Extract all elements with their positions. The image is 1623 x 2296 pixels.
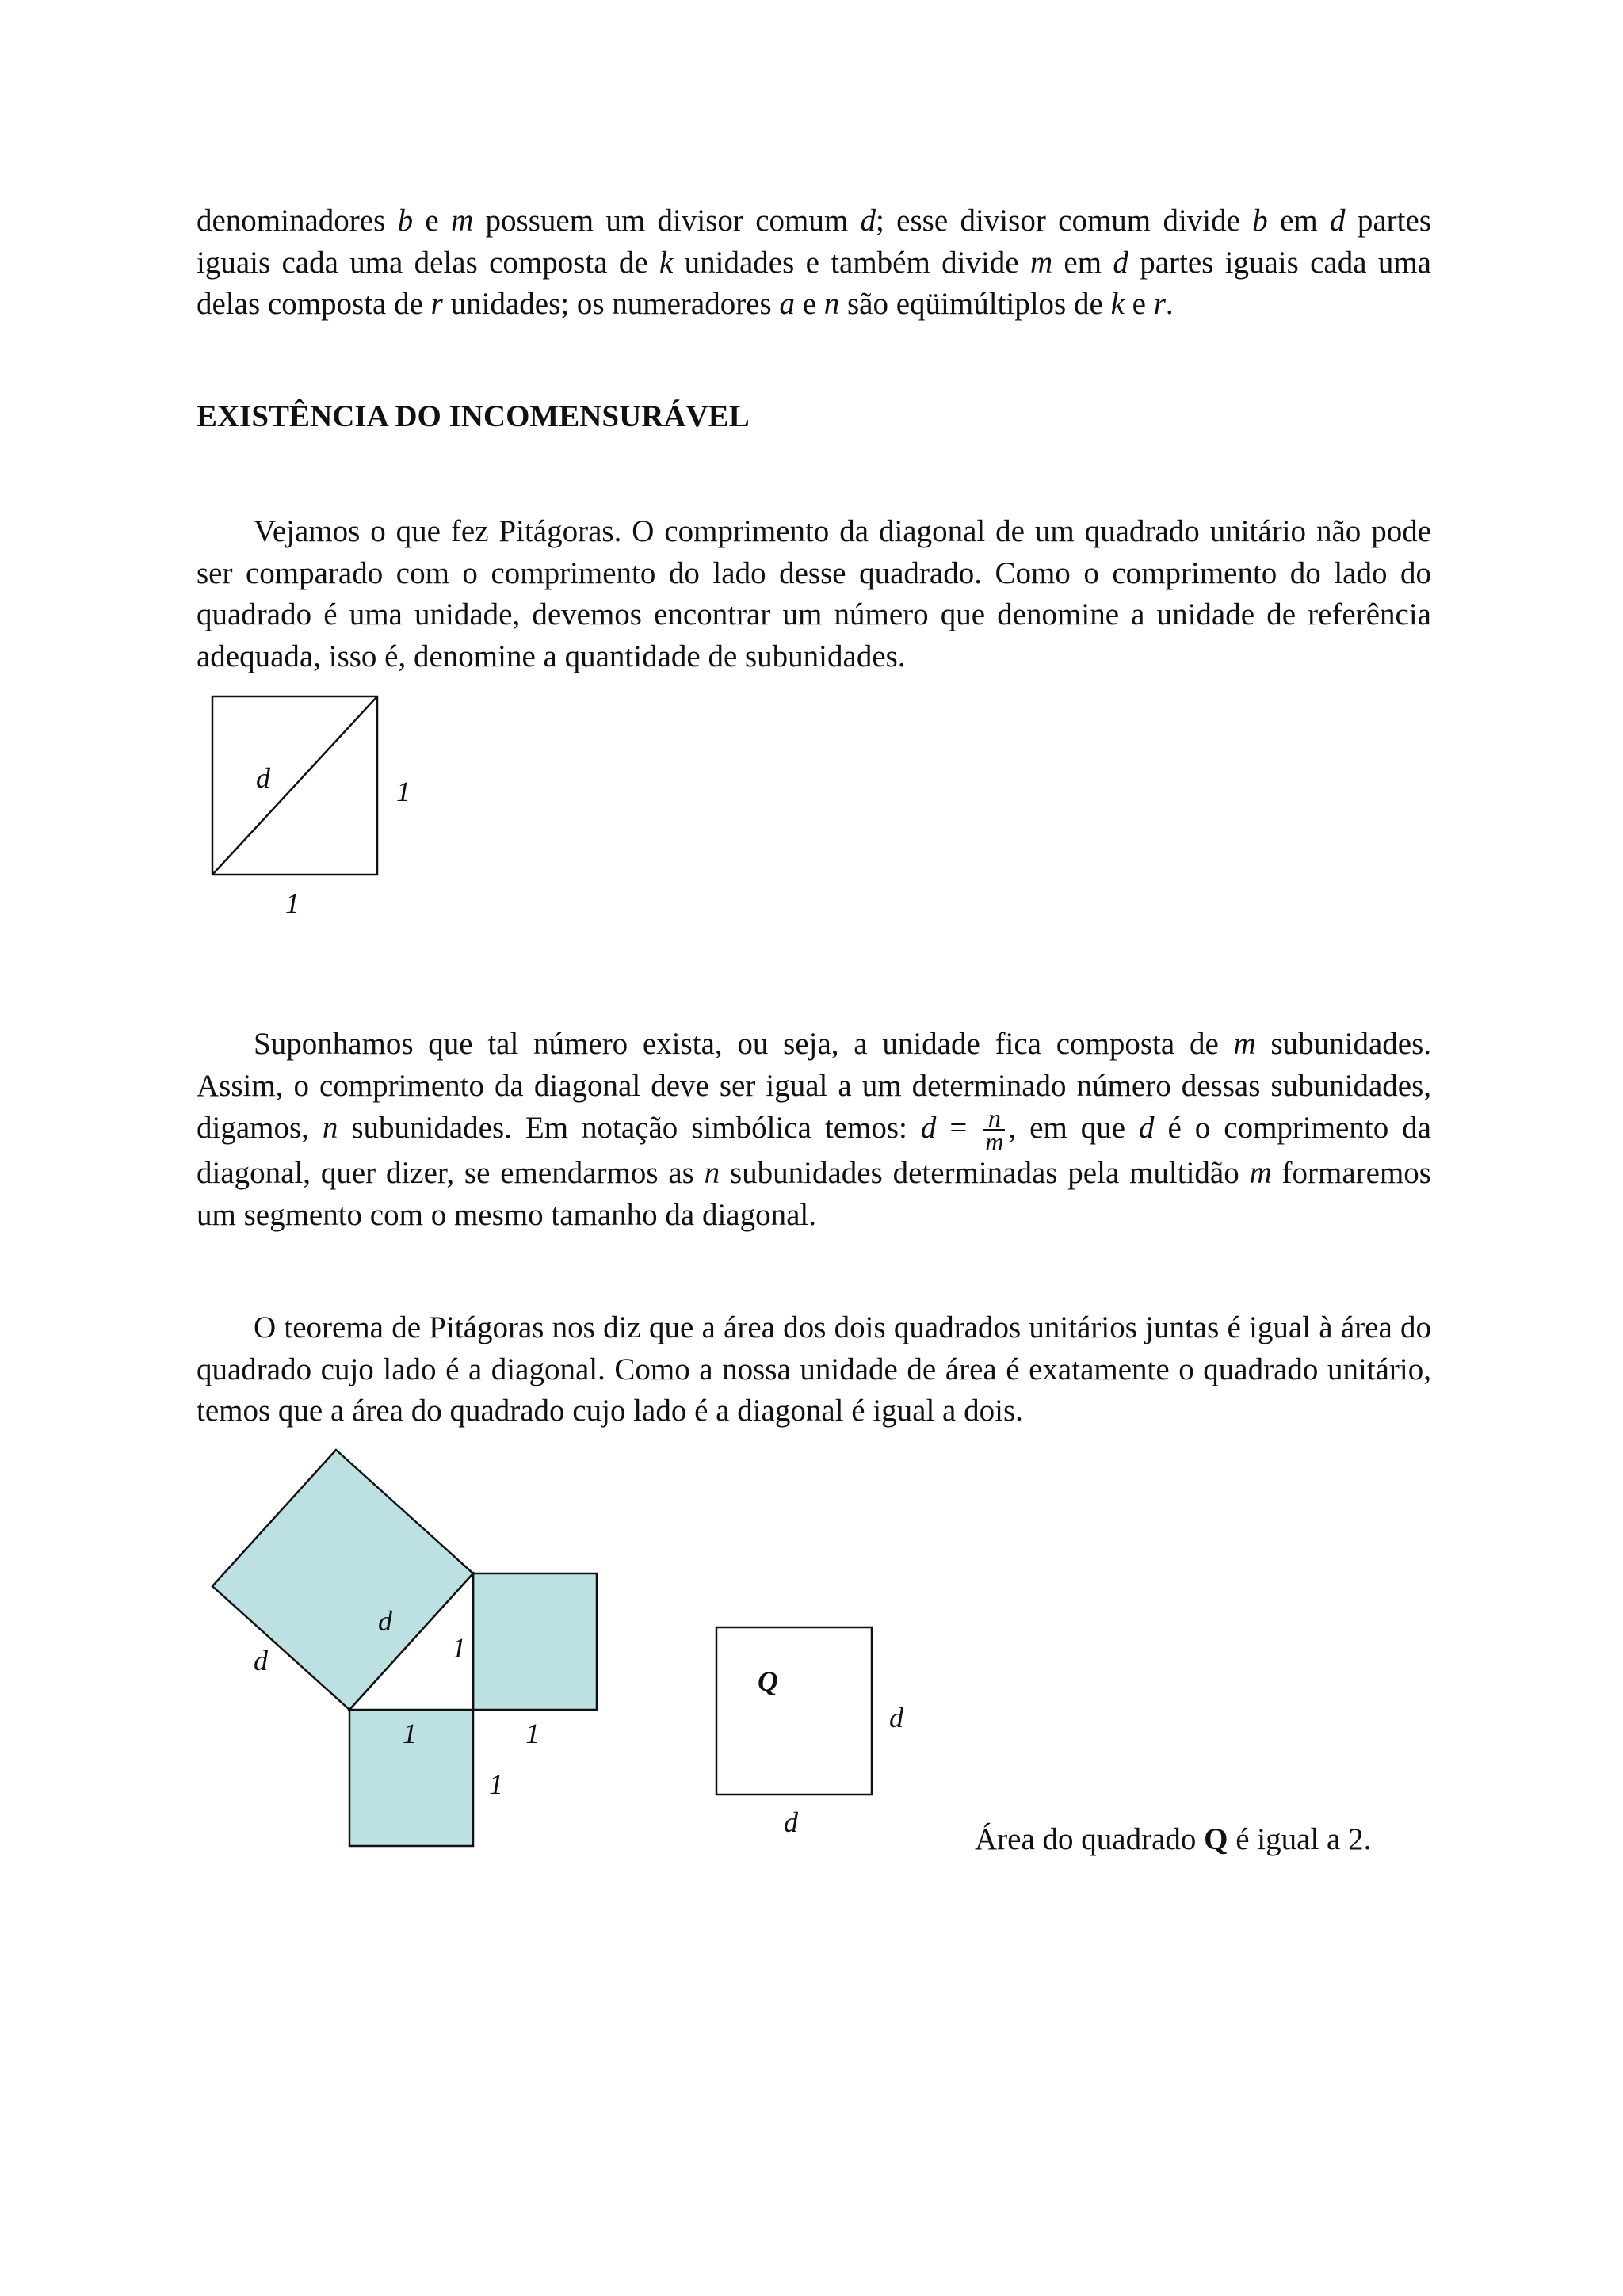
square-q-right-label: d xyxy=(889,1702,903,1733)
unit-square-diagonal xyxy=(212,696,377,875)
triangle-side-label: 1 xyxy=(452,1632,466,1664)
square-q-name: Q xyxy=(758,1665,778,1697)
caption-suffix: é igual a 2. xyxy=(1228,1822,1372,1856)
figure-caption xyxy=(975,1819,1371,1860)
math-variable: d xyxy=(1113,245,1128,280)
math-variable: k xyxy=(659,245,674,280)
big-square-inner-label: d xyxy=(378,1605,392,1637)
math-variable: m xyxy=(1029,245,1053,280)
math-variable: d xyxy=(860,204,876,238)
section-heading: EXISTÊNCIA DO INCOMENSURÁVEL xyxy=(197,399,750,433)
math-variable: d xyxy=(1330,204,1346,238)
big-square-outer-label: d xyxy=(254,1645,268,1676)
paragraph-pitagoras-intro: Vejamos o que fez Pitágoras. O comprimento da diagonal de um quadrado unitário não pode ser comparado com o comprimento do lado desse quadrado. Como o comprimento do lado do quadrado é uma unidade, devemos encontrar um número que denomine a unidade de referência adequada, isso é, denomine a quantidade de subunidades. xyxy=(197,514,1431,673)
unit-square-figure xyxy=(212,696,411,919)
math-variable: r xyxy=(430,287,443,321)
fraction-denominator: m xyxy=(985,1127,1004,1156)
caption-bold: Q xyxy=(1204,1822,1228,1856)
bottom-square-top-label: 1 xyxy=(403,1718,417,1749)
math-variable: d xyxy=(920,1111,937,1145)
math-variable: n xyxy=(322,1111,338,1145)
math-variable: n xyxy=(823,287,840,321)
paragraph-teorema: O teorema de Pitágoras nos diz que a área dos dois quadrados unitários juntas é igual à área do quadrado cujo lado é a diagonal. Como a nossa unidade de área é exatamente o quadrado unitário, temos que a área do quadrado cujo lado é a diagonal é igual a dois. xyxy=(197,1310,1431,1428)
caption-prefix: Área do quadrado xyxy=(975,1822,1205,1856)
diagonal-label: d xyxy=(256,762,270,794)
paragraph-suponhamos: Suponhamos que tal número exista, ou seja, a unidade fica composta de m subunidades. Assim, o comprimento da diagonal deve ser igual a um determinado número dessas subunidades, digamos, n subunidades. Em notação simbólica temos: d = $\frac{n}{m}$ , em que d é o comprimento da diagonal, quer dizer, se emendarmos as n subunidades determinadas pela multidão m formaremos um segmento com o mesmo tamanho da diagonal. xyxy=(197,1027,1431,1232)
right-unit-square xyxy=(473,1573,597,1710)
math-variable: k xyxy=(1110,287,1125,321)
math-variable: d xyxy=(1139,1111,1155,1145)
math-variable: n xyxy=(704,1156,720,1190)
math-variable: r xyxy=(1153,287,1166,321)
fraction-numerator: n xyxy=(983,1107,1005,1131)
math-variable: m xyxy=(451,204,474,238)
math-variable: b xyxy=(1252,204,1268,238)
math-variable: m xyxy=(1249,1156,1272,1190)
right-square-bottom-label: 1 xyxy=(525,1718,540,1749)
math-variable: m xyxy=(1233,1027,1256,1061)
bottom-square-right-label: 1 xyxy=(489,1768,503,1800)
square-q-figure xyxy=(716,1627,904,1838)
square-q-bottom-label: d xyxy=(784,1806,798,1838)
side-right-label: 1 xyxy=(396,776,411,807)
fraction-n-over-m xyxy=(983,1104,1005,1156)
side-bottom-label: 1 xyxy=(285,887,300,919)
pythagoras-figure xyxy=(212,1450,597,1846)
math-variable: a xyxy=(779,287,795,321)
square-q xyxy=(716,1627,872,1794)
math-variable: b xyxy=(397,204,414,238)
paragraph-divisor-comum: denominadores b e m possuem um divisor comum d; esse divisor comum divide b em d partes iguais cada uma delas composta de k unidades e também divide m em d partes iguais cada uma delas composta de r unidades; os numeradores a e n são eqüimúltiplos de k e r. xyxy=(197,204,1431,321)
